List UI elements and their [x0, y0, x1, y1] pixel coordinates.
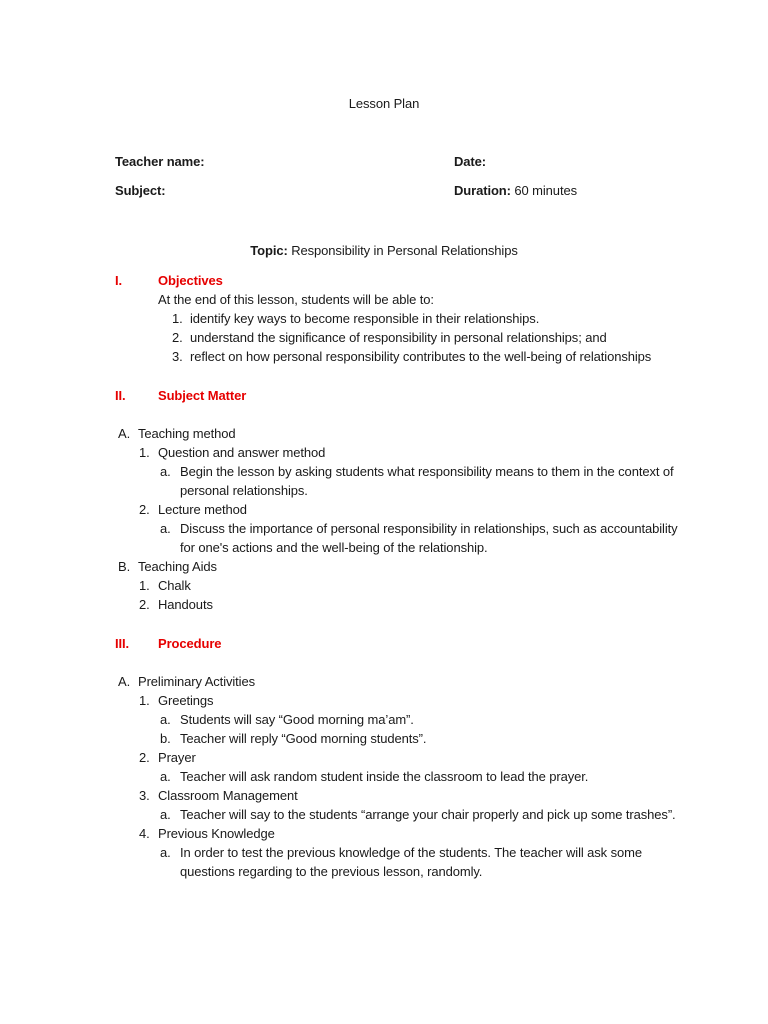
list-marker: a.	[160, 769, 171, 784]
section-objectives-heading	[115, 271, 683, 290]
list-item	[160, 710, 683, 729]
list-item	[118, 557, 683, 576]
list-item	[160, 729, 683, 748]
list-marker: 2.	[172, 330, 183, 345]
section-title: Procedure	[158, 636, 222, 651]
list-item-text: Begin the lesson by asking students what responsibility means to them in the context of personal relationships.	[180, 464, 674, 498]
list-marker: a.	[160, 845, 171, 860]
teacher-name-label: Teacher name:	[115, 154, 205, 169]
duration-value: 60 minutes	[514, 183, 577, 198]
list-marker: B.	[118, 559, 131, 574]
list-item-text: reflect on how personal responsibility contributes to the well-being of relationships	[190, 349, 652, 364]
header-row-1	[115, 152, 683, 171]
list-marker: 1.	[139, 578, 150, 593]
list-item-text: understand the significance of responsibility in personal relationships; and	[190, 330, 607, 345]
list-item-text: Teacher will ask random student inside the classroom to lead the prayer.	[180, 769, 589, 784]
list-item	[172, 309, 683, 328]
duration-label: Duration:	[454, 183, 511, 198]
list-item-text: Students will say “Good morning ma’am”.	[180, 712, 414, 727]
list-item-text: In order to test the previous knowledge of the students. The teacher will ask some questions regarding to the previous lesson, randomly.	[180, 845, 642, 879]
list-item	[172, 347, 683, 366]
section-numeral: I.	[115, 273, 123, 288]
list-marker: 4.	[139, 826, 150, 841]
list-item	[139, 748, 683, 767]
list-item	[172, 328, 683, 347]
list-marker: 1.	[172, 311, 183, 326]
list-item-text: Handouts	[158, 597, 213, 612]
list-marker: a.	[160, 521, 171, 536]
list-item-text: identify key ways to become responsible in their relationships.	[190, 311, 540, 326]
list-item	[139, 443, 683, 462]
list-marker: a.	[160, 464, 171, 479]
list-item-text: Question and answer method	[158, 445, 326, 460]
list-item-text: Chalk	[158, 578, 191, 593]
document-title: Lesson Plan	[348, 96, 420, 111]
list-item	[139, 595, 683, 614]
list-marker: 1.	[139, 693, 150, 708]
list-item	[118, 672, 683, 691]
objectives-intro: At the end of this lesson, students will be able to:	[158, 292, 434, 307]
list-item	[139, 500, 683, 519]
list-item	[118, 424, 683, 443]
list-marker: 3.	[172, 349, 183, 364]
list-marker: a.	[160, 712, 171, 727]
list-marker: b.	[160, 731, 171, 746]
list-marker: A.	[118, 426, 131, 441]
document-header	[115, 152, 683, 200]
topic-label: Topic:	[250, 243, 288, 258]
topic-value: Responsibility in Personal Relationships	[291, 243, 518, 258]
section-numeral: II.	[115, 388, 126, 403]
header-row-2	[115, 181, 683, 200]
list-item-text: Classroom Management	[158, 788, 298, 803]
list-item	[160, 767, 683, 786]
section-title: Subject Matter	[158, 388, 247, 403]
procedure-body	[115, 672, 683, 881]
list-item-text: Prayer	[158, 750, 196, 765]
list-item	[139, 576, 683, 595]
list-item	[160, 519, 683, 557]
list-marker: 2.	[139, 750, 150, 765]
list-item-text: Teaching method	[138, 426, 236, 441]
list-item-text: Preliminary Activities	[138, 674, 255, 689]
section-numeral: III.	[115, 636, 130, 651]
list-item-text: Teacher will reply “Good morning students”.	[180, 731, 427, 746]
duration-field	[454, 181, 577, 200]
list-item	[139, 824, 683, 843]
topic-line	[0, 241, 768, 260]
list-marker: 2.	[139, 597, 150, 612]
list-item	[160, 462, 683, 500]
section-title: Objectives	[158, 273, 223, 288]
list-marker: 3.	[139, 788, 150, 803]
list-marker: 1.	[139, 445, 150, 460]
list-item-text: Teaching Aids	[138, 559, 217, 574]
list-item	[139, 786, 683, 805]
list-marker: a.	[160, 807, 171, 822]
list-item-text: Teacher will say to the students “arrange your chair properly and pick up some trashes”.	[180, 807, 676, 822]
list-item-text: Previous Knowledge	[158, 826, 275, 841]
list-item-text: Lecture method	[158, 502, 247, 517]
section-subject-matter-heading	[115, 386, 683, 405]
date-label: Date:	[454, 154, 487, 169]
list-item	[139, 691, 683, 710]
list-item-text: Discuss the importance of personal responsibility in relationships, such as accountability for one's actions and the well-being of the relationship.	[180, 521, 678, 555]
list-item	[160, 843, 683, 881]
list-item	[160, 805, 683, 824]
list-marker: A.	[118, 674, 131, 689]
section-procedure-heading	[115, 634, 683, 653]
list-marker: 2.	[139, 502, 150, 517]
subject-label: Subject:	[115, 183, 166, 198]
subject-matter-body	[115, 424, 683, 614]
list-item-text: Greetings	[158, 693, 214, 708]
